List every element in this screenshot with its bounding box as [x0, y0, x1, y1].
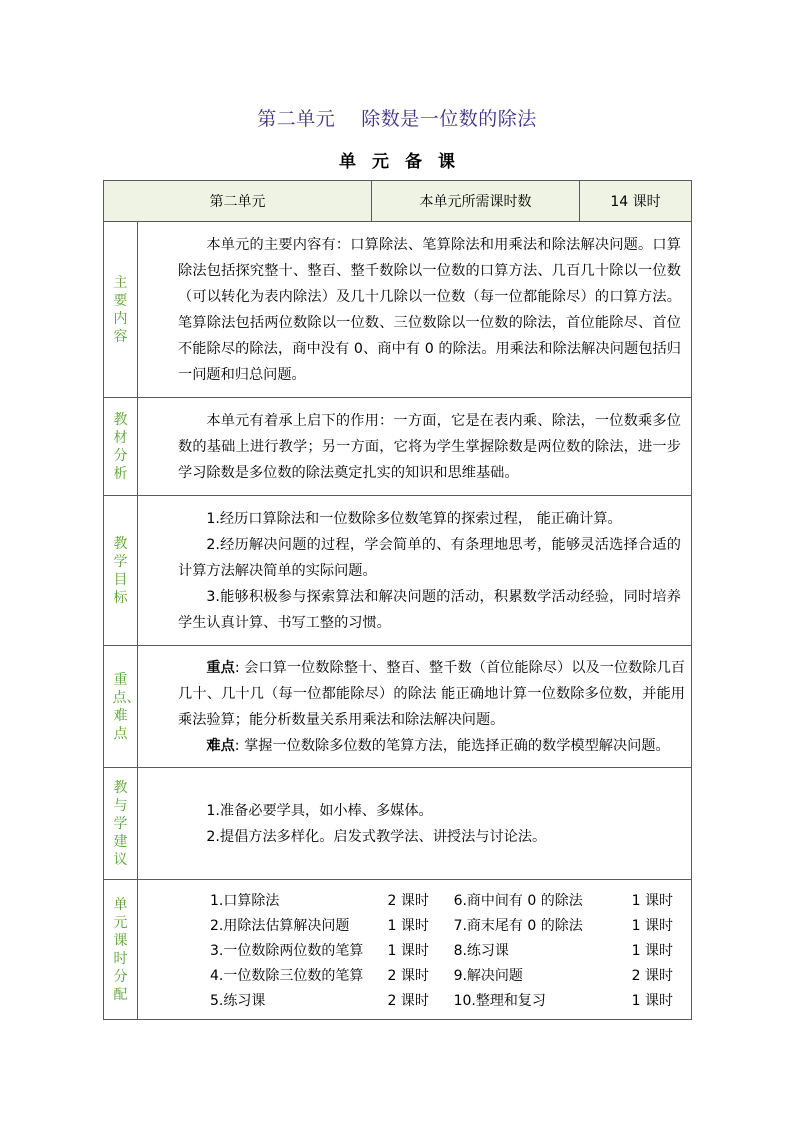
suggestion-item: 1.准备必要学具，如小棒、多媒体。 [206, 802, 433, 819]
header-row [104, 181, 692, 222]
lesson-hours: 1 课时 [631, 992, 674, 1009]
analysis-label: 教材分析 [104, 398, 138, 496]
key-point-label: 重点 [206, 659, 235, 676]
schedule-row [104, 880, 692, 1020]
lesson-hours: 2 课时 [631, 967, 674, 984]
suggestions-label: 教与学建议 [104, 768, 138, 880]
key-point-text: 重点: 会口算一位数除整十、整百、整千数（首位能除尽）以及一位数除几百几十、几十几（每一位都能除尽）的除法 能正确地计算一位数除多位数，并能用乘法验算；能分析数量关系用乘法和除法解决问题。 [178, 659, 685, 728]
lesson-hours: 1 课时 [631, 892, 674, 909]
schedule-table [210, 887, 681, 1012]
schedule-line [210, 987, 681, 1012]
lesson-name: 10.整理和复习 [453, 992, 546, 1009]
lesson-name: 7.商末尾有 0 的除法 [453, 917, 583, 934]
key-points-label: 重点、难点 [104, 646, 138, 768]
main-content-text: 本单元的主要内容有：口算除法、笔算除法和用乘法和除法解决问题。口算除法包括探究整十、整百、整千数除以一位数的口算方法、几百几十除以一位数（可以转化为表内除法）及几十几除以一位数（每一位都能除尽）的口算方法。笔算除法包括两位数除以一位数、三位数除以一位数的除法，首位能除尽、首位不能除尽的除法，商中没有 0、商中有 0 的除法。用乘法和除法解决问题包括归一问题和归总问题。 [178, 236, 681, 383]
analysis-row [104, 398, 692, 496]
difficult-point-text: 难点: 掌握一位数除多位数的笔算方法，能选择正确的数学模型解决问题。 [206, 737, 670, 754]
goals-label: 教学目标 [104, 496, 138, 646]
main-content-row [104, 222, 692, 398]
lesson-name: 2.用除法估算解决问题 [210, 917, 350, 934]
schedule-line [210, 937, 681, 962]
lesson-name: 3.一位数除两位数的笔算 [210, 942, 364, 959]
schedule-line [210, 912, 681, 937]
schedule-line [210, 887, 681, 912]
lesson-hours: 1 课时 [631, 917, 674, 934]
lesson-hours: 2 课时 [387, 892, 429, 909]
analysis-text: 本单元有着承上启下的作用：一方面，它是在表内乘、除法，一位数乘多位数的基础上进行教学；另一方面，它将为学生掌握除数是两位数的除法，进一步学习除数是多位数的除法奠定扎实的知识和思维基础。 [178, 412, 681, 481]
page-title: 第二单元 除数是一位数的除法 [257, 108, 537, 130]
schedule-label: 单元课时分配 [104, 880, 138, 1020]
hours-value-cell: 14 课时 [580, 181, 692, 222]
unit-plan-table [103, 180, 692, 1020]
difficult-point-label: 难点 [206, 737, 235, 754]
main-content-label: 主要内容 [104, 222, 138, 398]
goal-item: 1.经历口算除法和一位数除多位数笔算的探索过程， 能正确计算。 [206, 510, 622, 527]
key-points-row [104, 646, 692, 768]
goal-item: 3.能够积极参与探索算法和解决问题的活动，积累数学活动经验，同时培养学生认真计算、书写工整的习惯。 [178, 588, 681, 631]
lesson-hours: 1 课时 [387, 942, 429, 959]
hours-label-cell: 本单元所需课时数 [372, 181, 580, 222]
goal-item: 2.经历解决问题的过程，学会简单的、有条理地思考，能够灵活选择合适的计算方法解决简单的实际问题。 [178, 536, 681, 579]
lesson-name: 1.口算除法 [210, 892, 280, 909]
unit-name-cell: 第二单元 [104, 181, 372, 222]
lesson-name: 5.练习课 [210, 992, 266, 1009]
lesson-hours: 2 课时 [387, 967, 429, 984]
page-subtitle: 单元备课 [339, 152, 471, 172]
schedule-line [210, 962, 681, 987]
goals-row [104, 496, 692, 646]
lesson-name: 6.商中间有 0 的除法 [453, 892, 583, 909]
lesson-name: 4.一位数除三位数的笔算 [210, 967, 364, 984]
lesson-name: 8.练习课 [453, 942, 509, 959]
lesson-hours: 1 课时 [631, 942, 674, 959]
lesson-hours: 2 课时 [387, 992, 429, 1009]
lesson-name: 9.解决问题 [453, 967, 523, 984]
suggestions-row [104, 768, 692, 880]
lesson-hours: 1 课时 [387, 917, 429, 934]
suggestion-item: 2.提倡方法多样化。启发式教学法、讲授法与讨论法。 [206, 828, 547, 845]
